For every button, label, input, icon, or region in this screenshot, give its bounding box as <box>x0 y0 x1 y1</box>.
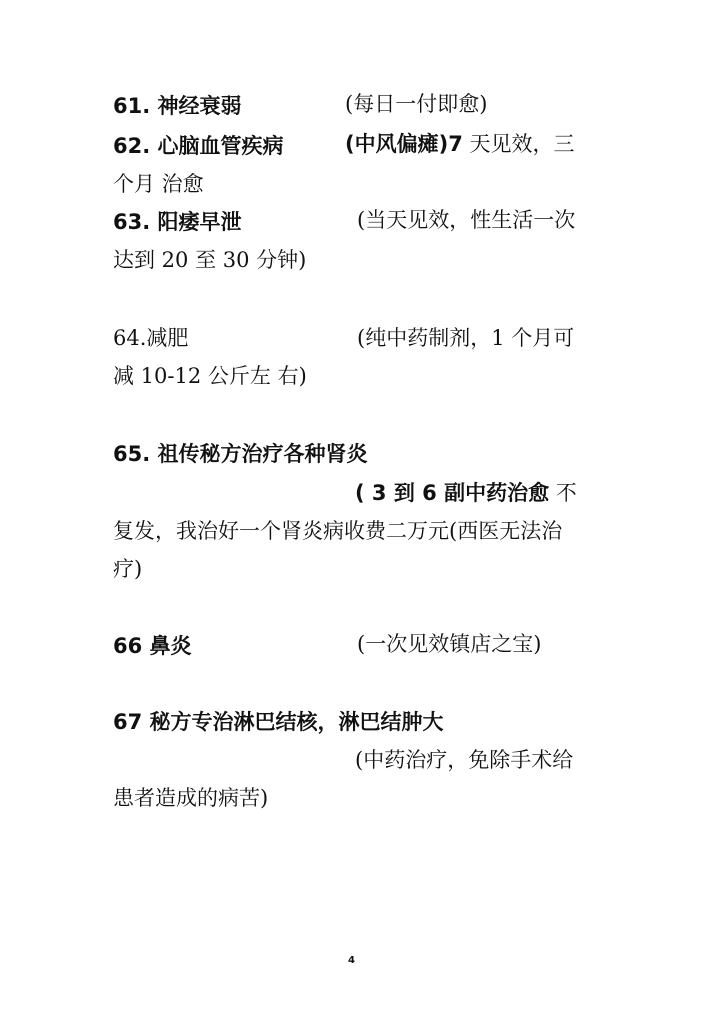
item-63-title: 63. 阳痿早泄 <box>113 210 242 234</box>
item-61-desc: (每日一付即愈) <box>345 92 488 116</box>
item-65-continuation-1: 复发，我治好一个肾炎病收费二万元(西医无法治 <box>113 519 563 543</box>
item-63-continuation: 达到 20 至 30 分钟) <box>113 248 307 272</box>
item-64-continuation: 减 10-12 公斤左 右) <box>113 364 307 388</box>
item-65-continuation-2: 疗) <box>113 557 143 581</box>
item-67-title: 67 秘方专治淋巴结核，淋巴结肿大 <box>113 710 444 734</box>
page-number: 4 <box>348 955 355 966</box>
item-65-desc-bold: ( 3 到 6 副中药治愈 <box>355 481 550 505</box>
item-62-title: 62. 心脑血管疾病 <box>113 134 284 158</box>
item-62-continuation: 个月 治愈 <box>113 172 204 196</box>
item-64-desc: (纯中药制剂，1 个月可 <box>357 326 575 350</box>
item-65-desc <box>355 479 577 507</box>
item-67-continuation: 患者造成的病苦) <box>113 786 269 810</box>
item-65-title: 65. 祖传秘方治疗各种肾炎 <box>113 442 368 466</box>
item-62-desc-bold: (中风偏瘫)7 <box>345 132 463 156</box>
item-64-title: 64.减肥 <box>113 326 189 350</box>
item-65-desc-rest: 不 <box>549 481 577 505</box>
item-61-title: 61. 神经衰弱 <box>113 94 242 118</box>
item-67-desc: (中药治疗，免除手术给 <box>355 748 574 772</box>
item-63-desc: (当天见效，性生活一次 <box>357 208 576 232</box>
item-62-desc <box>345 130 575 158</box>
item-66-desc: (一次见效镇店之宝) <box>357 632 542 656</box>
item-62-desc-rest: 天见效，三 <box>462 132 575 156</box>
item-66-title: 66 鼻炎 <box>113 634 192 658</box>
